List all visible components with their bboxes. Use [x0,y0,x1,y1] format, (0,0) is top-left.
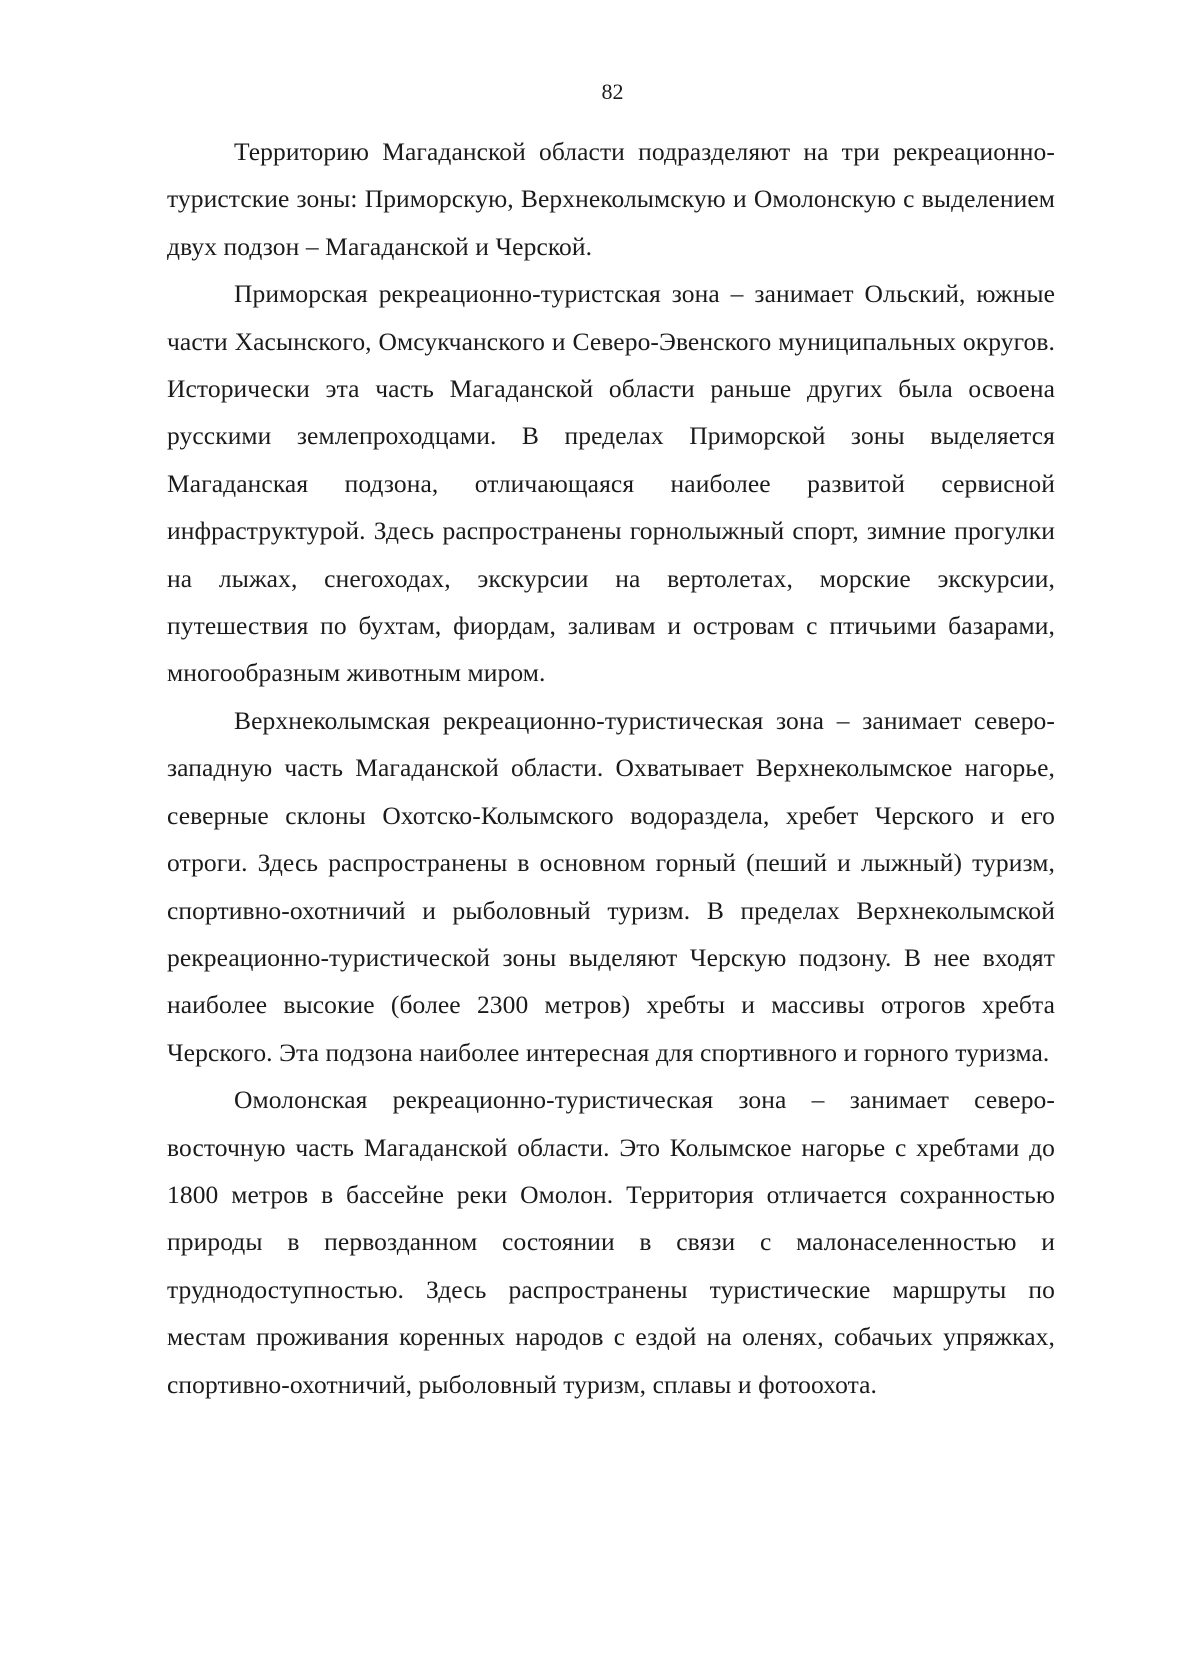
page-number: 82 [601,79,624,104]
paragraph-zones-overview: Территорию Магаданской области подразделяют на три рекреационно-туристские зоны: Приморскую, Верхнеколымскую и Омолонскую с выделением двух подзон – Магаданской и Черской. [167,137,1055,261]
paragraph-verkhnekolymskaya-zone: Верхнеколымская рекреационно-туристическая зона – занимает северо-западную часть Магаданской области. Охватывает Верхнеколымское нагорье, северные склоны Охотско-Колымского водораздела, хребет Черского и его отроги. Здесь распространены в основном горный (пеший и лыжный) туризм, спортивно-охотничий и рыболовный туризм. В пределах Верхнеколымской рекреационно-туристической зоны выделяют Черскую подзону. В нее входят наиболее высокие (более 2300 метров) хребты и массивы отрогов хребта Черского. Эта подзона наиболее интересная для спортивного и горного туризма. [167,705,1055,1067]
paragraph-primorskaya-zone: Приморская рекреационно-туристская зона – занимает Ольский, южные части Хасынского, Омсукчанского и Северо-Эвенского муниципальных округов. Исторически эта часть Магаданской области раньше других была освоена русскими землепроходцами. В пределах Приморской зоны выделяется Магаданская подзона, отличающаяся наиболее развитой сервисной инфраструктурой. Здесь распространены горнолыжный спорт, зимние прогулки на лыжах, снегоходах, экскурсии на вертолетах, морские экскурсии, путешествия по бухтам, фиордам, заливам и островам с птичьими базарами, многообразным животным миром. [167,279,1055,688]
paragraph-omolonskaya-zone: Омолонская рекреационно-туристическая зона – занимает северо-восточную часть Магаданской области. Это Колымское нагорье с хребтами до 1800 метров в бассейне реки Омолон. Территория отличается сохранностью природы в первозданном состоянии в связи с малонаселенностью и труднодоступностью. Здесь распространены туристические маршруты по местам проживания коренных народов с ездой на оленях, собачьих упряжках, спортивно-охотничий, рыболовный туризм, сплавы и фотоохота. [167,1085,1055,1399]
body-text [167,128,1055,1408]
